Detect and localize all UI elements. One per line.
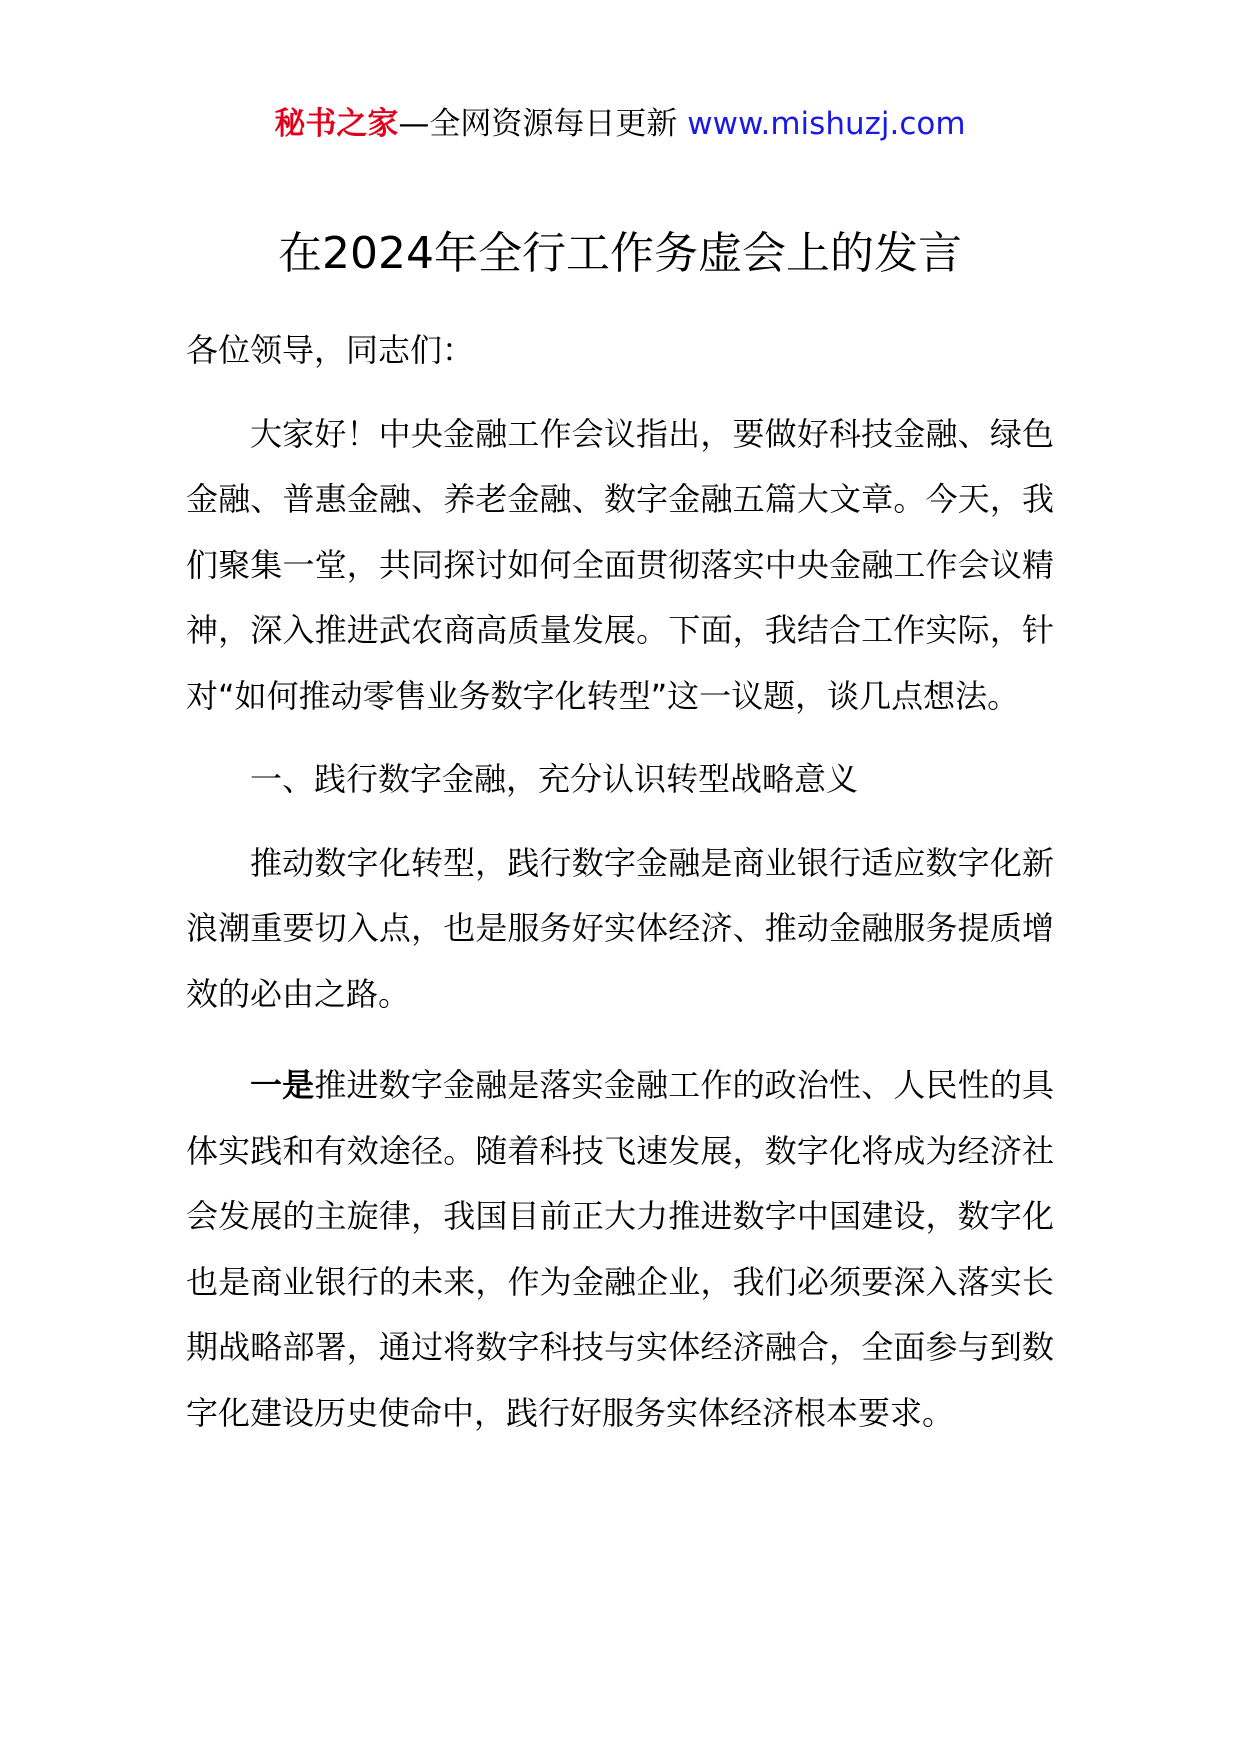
intro-paragraph: 大家好！中央金融工作会议指出，要做好科技金融、绿色金融、普惠金融、养老金融、数字金融五篇大文章。今天，我们聚集一堂，共同探讨如何全面贯彻落实中央金融工作会议精神，深入推进武农商高质量发展。下面，我结合工作实际，针对“如何推动零售业务数字化转型”这一议题，谈几点想法。 xyxy=(186,414,1054,715)
point-1-body: 推进数字金融是落实金融工作的政治性、人民性的具体实践和有效途径。随着科技飞速发展，数字化将成为经济社会发展的主旋律，我国目前正大力推进数字中国建设，数字化也是商业银行的未来，作为金融企业，我们必须要深入落实长期战略部署，通过将数字科技与实体经济融合，全面参与到数字化建设历史使命中，践行好服务实体经济根本要求。 xyxy=(186,1066,1054,1432)
section-1-heading: 一、践行数字金融，充分认识转型战略意义 xyxy=(250,760,859,798)
site-header-banner xyxy=(0,100,1240,148)
section-1-paragraph: 推动数字化转型，践行数字金融是商业银行适应数字化新浪潮重要切入点，也是服务好实体经济、推动金融服务提质增效的必由之路。 xyxy=(186,843,1054,1013)
document-title: 在2024年全行工作务虚会上的发言 xyxy=(278,228,962,279)
site-name: 秘书之家 xyxy=(274,106,399,142)
point-1-lead: 一是 xyxy=(250,1066,315,1104)
site-tagline: —全网资源每日更新 xyxy=(398,106,688,142)
site-url-link[interactable]: www.mishuzj.com xyxy=(687,106,966,142)
salutation: 各位领导，同志们： xyxy=(186,331,475,369)
document-body xyxy=(186,318,1054,1446)
point-1-paragraph xyxy=(186,1053,1054,1446)
